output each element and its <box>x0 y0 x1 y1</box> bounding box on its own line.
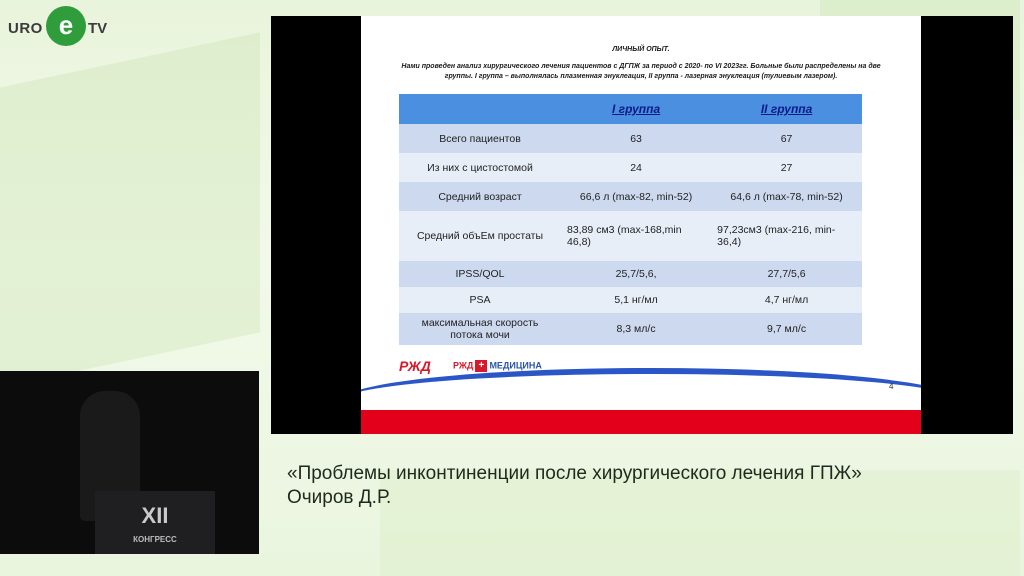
row-label: максимальная скорость потока мочи <box>399 313 561 345</box>
podium <box>95 491 215 554</box>
presentation-slide <box>361 16 921 434</box>
row-label: IPSS/QOL <box>399 261 561 287</box>
row-group1-value: 66,6 л (max-82, min-52) <box>561 182 711 211</box>
lecture-caption <box>287 462 862 510</box>
table-row <box>399 182 862 211</box>
row-group2-value: 64,6 л (max-78, min-52) <box>711 182 862 211</box>
lecturer-name: Очиров Д.Р. <box>287 487 392 508</box>
logo-uro-text: URO <box>8 20 43 37</box>
table-header-group2: II группа <box>711 94 862 124</box>
podium-numeral: XII <box>141 503 169 528</box>
row-group1-value: 25,7/5,6, <box>561 261 711 287</box>
row-group2-value: 67 <box>711 124 862 153</box>
logo-e-icon: e <box>46 6 86 46</box>
lecture-title: «Проблемы инконтиненции после хирургического лечения ГПЖ» <box>287 463 862 484</box>
table-row <box>399 261 862 287</box>
row-group1-value: 8,3 мл/с <box>561 313 711 345</box>
rzd-medicina-prefix: РЖД <box>453 360 474 371</box>
slide-intro: Нами проведен анализ хирургического лечения пациентов с ДГПЖ за период с 2020- по VI 2023гг. Больные были распределены на две группы. I группа – выполнялась плазменная энуклеация, II группа - лазерная энуклеация (тулиевым лазером). <box>401 63 881 80</box>
row-group2-value: 27,7/5,6 <box>711 261 862 287</box>
row-group2-value: 27 <box>711 153 862 182</box>
comparison-table <box>399 94 862 345</box>
row-label: Из них с цистостомой <box>399 153 561 182</box>
channel-logo <box>8 6 108 50</box>
table-header-row <box>399 94 862 124</box>
row-label: Средний возраст <box>399 182 561 211</box>
logo-tv-text: TV <box>88 20 108 37</box>
row-group2-value: 97,23см3 (max-216, min-36,4) <box>711 211 862 261</box>
rzd-logo: РЖД <box>399 358 431 374</box>
table-row <box>399 313 862 345</box>
table-header-group1: I группа <box>561 94 711 124</box>
row-group1-value: 63 <box>561 124 711 153</box>
row-label: Средний объЕм простаты <box>399 211 561 261</box>
row-label: Всего пациентов <box>399 124 561 153</box>
medical-cross-icon: + <box>475 360 487 372</box>
table-row <box>399 153 862 182</box>
rzd-medicina-suffix: МЕДИЦИНА <box>489 360 542 371</box>
table-row <box>399 287 862 313</box>
row-group2-value: 9,7 мл/с <box>711 313 862 345</box>
slide-title: ЛИЧНЫЙ ОПЫТ. <box>612 46 670 53</box>
row-group1-value: 24 <box>561 153 711 182</box>
podium-text: КОНГРЕСС <box>133 535 177 544</box>
table-header-empty <box>399 94 561 124</box>
row-group1-value: 83,89 см3 (max-168,min 46,8) <box>561 211 711 261</box>
table-row <box>399 124 862 153</box>
speaker-video[interactable] <box>0 371 259 554</box>
table-row <box>399 211 862 261</box>
row-group2-value: 4,7 нг/мл <box>711 287 862 313</box>
slide-page-number: 4 <box>889 382 894 391</box>
row-group1-value: 5,1 нг/мл <box>561 287 711 313</box>
row-label: PSA <box>399 287 561 313</box>
slide-red-band <box>361 410 921 434</box>
